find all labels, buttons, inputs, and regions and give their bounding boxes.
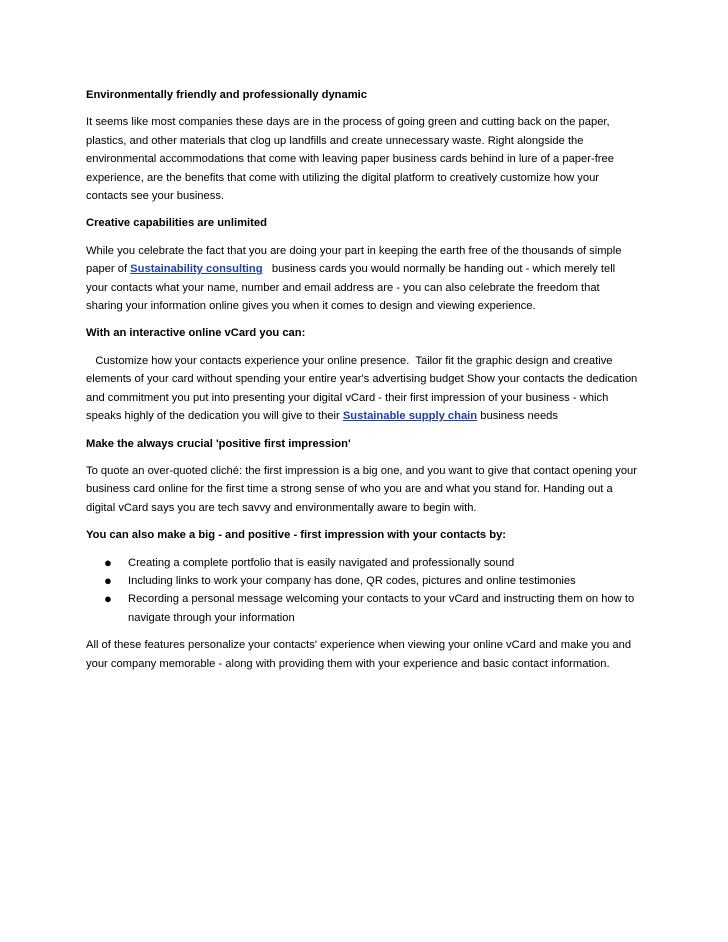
bullet-icon: ● bbox=[104, 591, 112, 607]
paragraph-celebrate-text-b: business cards you would normally be handing out - which merely tell your contacts what your name, number and email address are - you can also celebrate the freedom that sharing your information online gives you when it comes to design and viewing experience. bbox=[86, 263, 619, 313]
list-item bbox=[86, 572, 638, 590]
list-item-text: Creating a complete portfolio that is easily navigated and professionally sound bbox=[128, 556, 515, 569]
paragraph-personalize: All of these features personalize your contacts' experience when viewing your online vCard and make you and your company memorable - along with providing them with your experience and basic contact information. bbox=[86, 639, 632, 670]
bullet-icon: ● bbox=[104, 572, 112, 588]
paragraph-customize-text-a: Customize how your contacts experience your online presence. Tailor fit the graphic design and creative elements of your card without spending your entire year's advertising budget Show your contacts the dedication and commitment you put into presenting your digital vCard - their first impression of your business - which speaks highly of the dedication you will give to their bbox=[86, 354, 641, 423]
bullet-icon: ● bbox=[104, 554, 112, 570]
list-item bbox=[86, 554, 638, 572]
paragraph-celebrate bbox=[86, 242, 638, 316]
list-item-text: Recording a personal message welcoming your contacts to your vCard and instructing them on how to navigate through your information bbox=[128, 593, 635, 624]
paragraph-celebrate-text-a: While you celebrate the fact that you are doing your part in keeping the earth free of the thousands of simple paper of bbox=[86, 244, 622, 276]
heading-creative-capabilities: Creative capabilities are unlimited bbox=[86, 217, 267, 230]
list-item bbox=[86, 590, 638, 627]
link-sustainable-supply-chain[interactable]: Sustainable supply chain bbox=[342, 410, 478, 423]
heading-first-impression: Make the always crucial 'positive first impression' bbox=[86, 437, 351, 450]
heading-make-big-impression: You can also make a big - and positive - first impression with your contacts by: bbox=[86, 529, 507, 542]
list-item-text: Including links to work your company has done, QR codes, pictures and online testimonies bbox=[128, 574, 576, 587]
paragraph-quote-cliche: To quote an over-quoted cliché: the first impression is a big one, and you want to give that contact opening your business card online for the first time a strong sense of who you are and what you stand for. Handing out a digital vCard says you are tech savvy and environmentally aware to begin with. bbox=[86, 464, 638, 514]
heading-interactive-vcard: With an interactive online vCard you can: bbox=[86, 327, 306, 340]
paragraph-customize bbox=[86, 352, 641, 426]
document-page bbox=[86, 86, 641, 682]
heading-environmentally-friendly: Environmentally friendly and professionally dynamic bbox=[86, 89, 368, 101]
bullet-list bbox=[86, 554, 638, 628]
paragraph-customize-text-b: business needs bbox=[477, 410, 558, 423]
paragraph-going-green: It seems like most companies these days are in the process of going green and cutting back on the paper, plastics, and other materials that clog up landfills and create unnecessary waste. Right alongside the environmental accommodations that come with leaving paper business cards behind in lure of a paper-free experience, are the benefits that come with utilizing the digital platform to creatively customize how your contacts see your business. bbox=[86, 116, 614, 203]
link-sustainability-consulting[interactable]: Sustainability consulting bbox=[130, 263, 263, 276]
